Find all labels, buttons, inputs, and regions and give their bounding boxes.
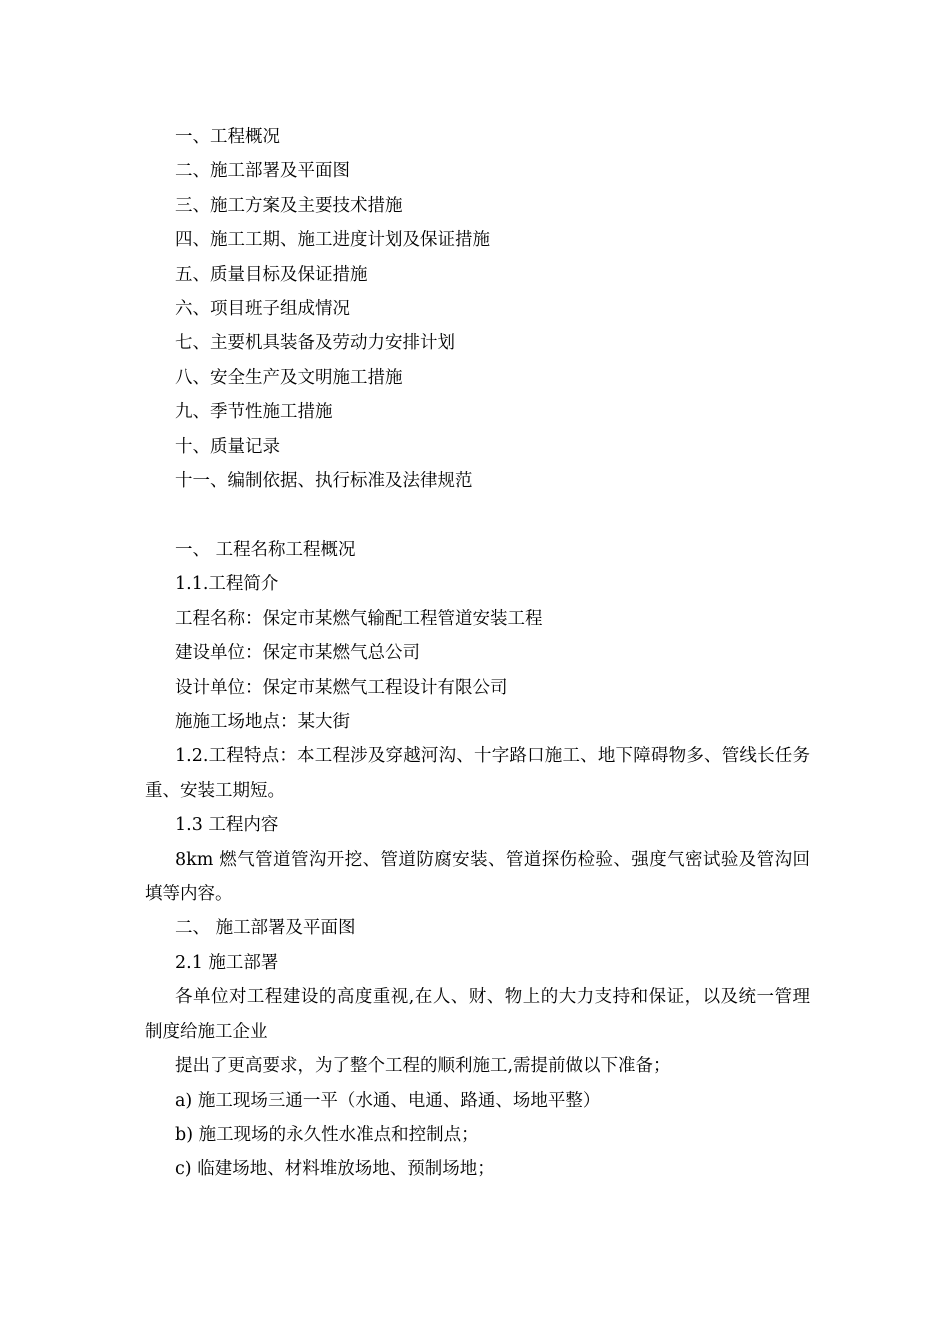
toc-item: 二、施工部署及平面图: [175, 161, 350, 182]
list-item-c: c) 临建场地、材料堆放场地、预制场地；: [175, 1159, 495, 1180]
toc-item: 三、施工方案及主要技术措施: [175, 195, 403, 216]
section-heading-2: 二、 施工部署及平面图: [175, 918, 356, 939]
paragraph-requirements: 提出了更高要求，为了整个工程的顺利施工,需提前做以下准备；: [175, 1056, 671, 1077]
document-body: [145, 533, 810, 1187]
project-content: 8km 燃气管道管沟开挖、管道防腐安装、管道探伤检验、强度气密试验及管沟回填等内容。: [145, 849, 810, 905]
subsection-1-3: 1.3 工程内容: [175, 815, 279, 836]
list-item-b: b) 施工现场的永久性水准点和控制点；: [175, 1124, 479, 1145]
subsection-1-1: 1.1.工程简介: [175, 574, 279, 595]
toc-item: 六、项目班子组成情况: [175, 298, 350, 319]
toc-item: 八、安全生产及文明施工措施: [175, 367, 403, 388]
table-of-contents: [145, 120, 815, 498]
paragraph-deployment: 各单位对工程建设的高度重视,在人、财、物上的大力支持和保证，以及统一管理制度给施工企业: [145, 987, 810, 1042]
site-location: 施施工场地点：某大街: [175, 712, 350, 733]
toc-item: 十一、编制依据、执行标准及法律规范: [175, 470, 473, 491]
toc-item: 十、质量记录: [175, 436, 280, 457]
builder-unit: 建设单位：保定市某燃气总公司: [175, 643, 420, 664]
project-name: 工程名称：保定市某燃气输配工程管道安装工程: [175, 608, 543, 629]
design-unit: 设计单位：保定市某燃气工程设计有限公司: [175, 677, 508, 698]
toc-item: 一、工程概况: [175, 127, 280, 147]
section-heading-1: 一、 工程名称工程概况: [175, 540, 356, 560]
toc-item: 五、质量目标及保证措施: [175, 264, 368, 285]
toc-item: 七、主要机具装备及劳动力安排计划: [175, 333, 455, 354]
list-item-a: a) 施工现场三通一平（水通、电通、路通、场地平整）: [175, 1090, 601, 1111]
subsection-1-2: 1.2.工程特点：本工程涉及穿越河沟、十字路口施工、地下障碍物多、管线长任务重、安装工期短。: [145, 746, 810, 801]
subsection-2-1: 2.1 施工部署: [175, 952, 279, 973]
toc-item: 九、季节性施工措施: [175, 402, 333, 423]
toc-item: 四、施工工期、施工进度计划及保证措施: [175, 230, 490, 251]
